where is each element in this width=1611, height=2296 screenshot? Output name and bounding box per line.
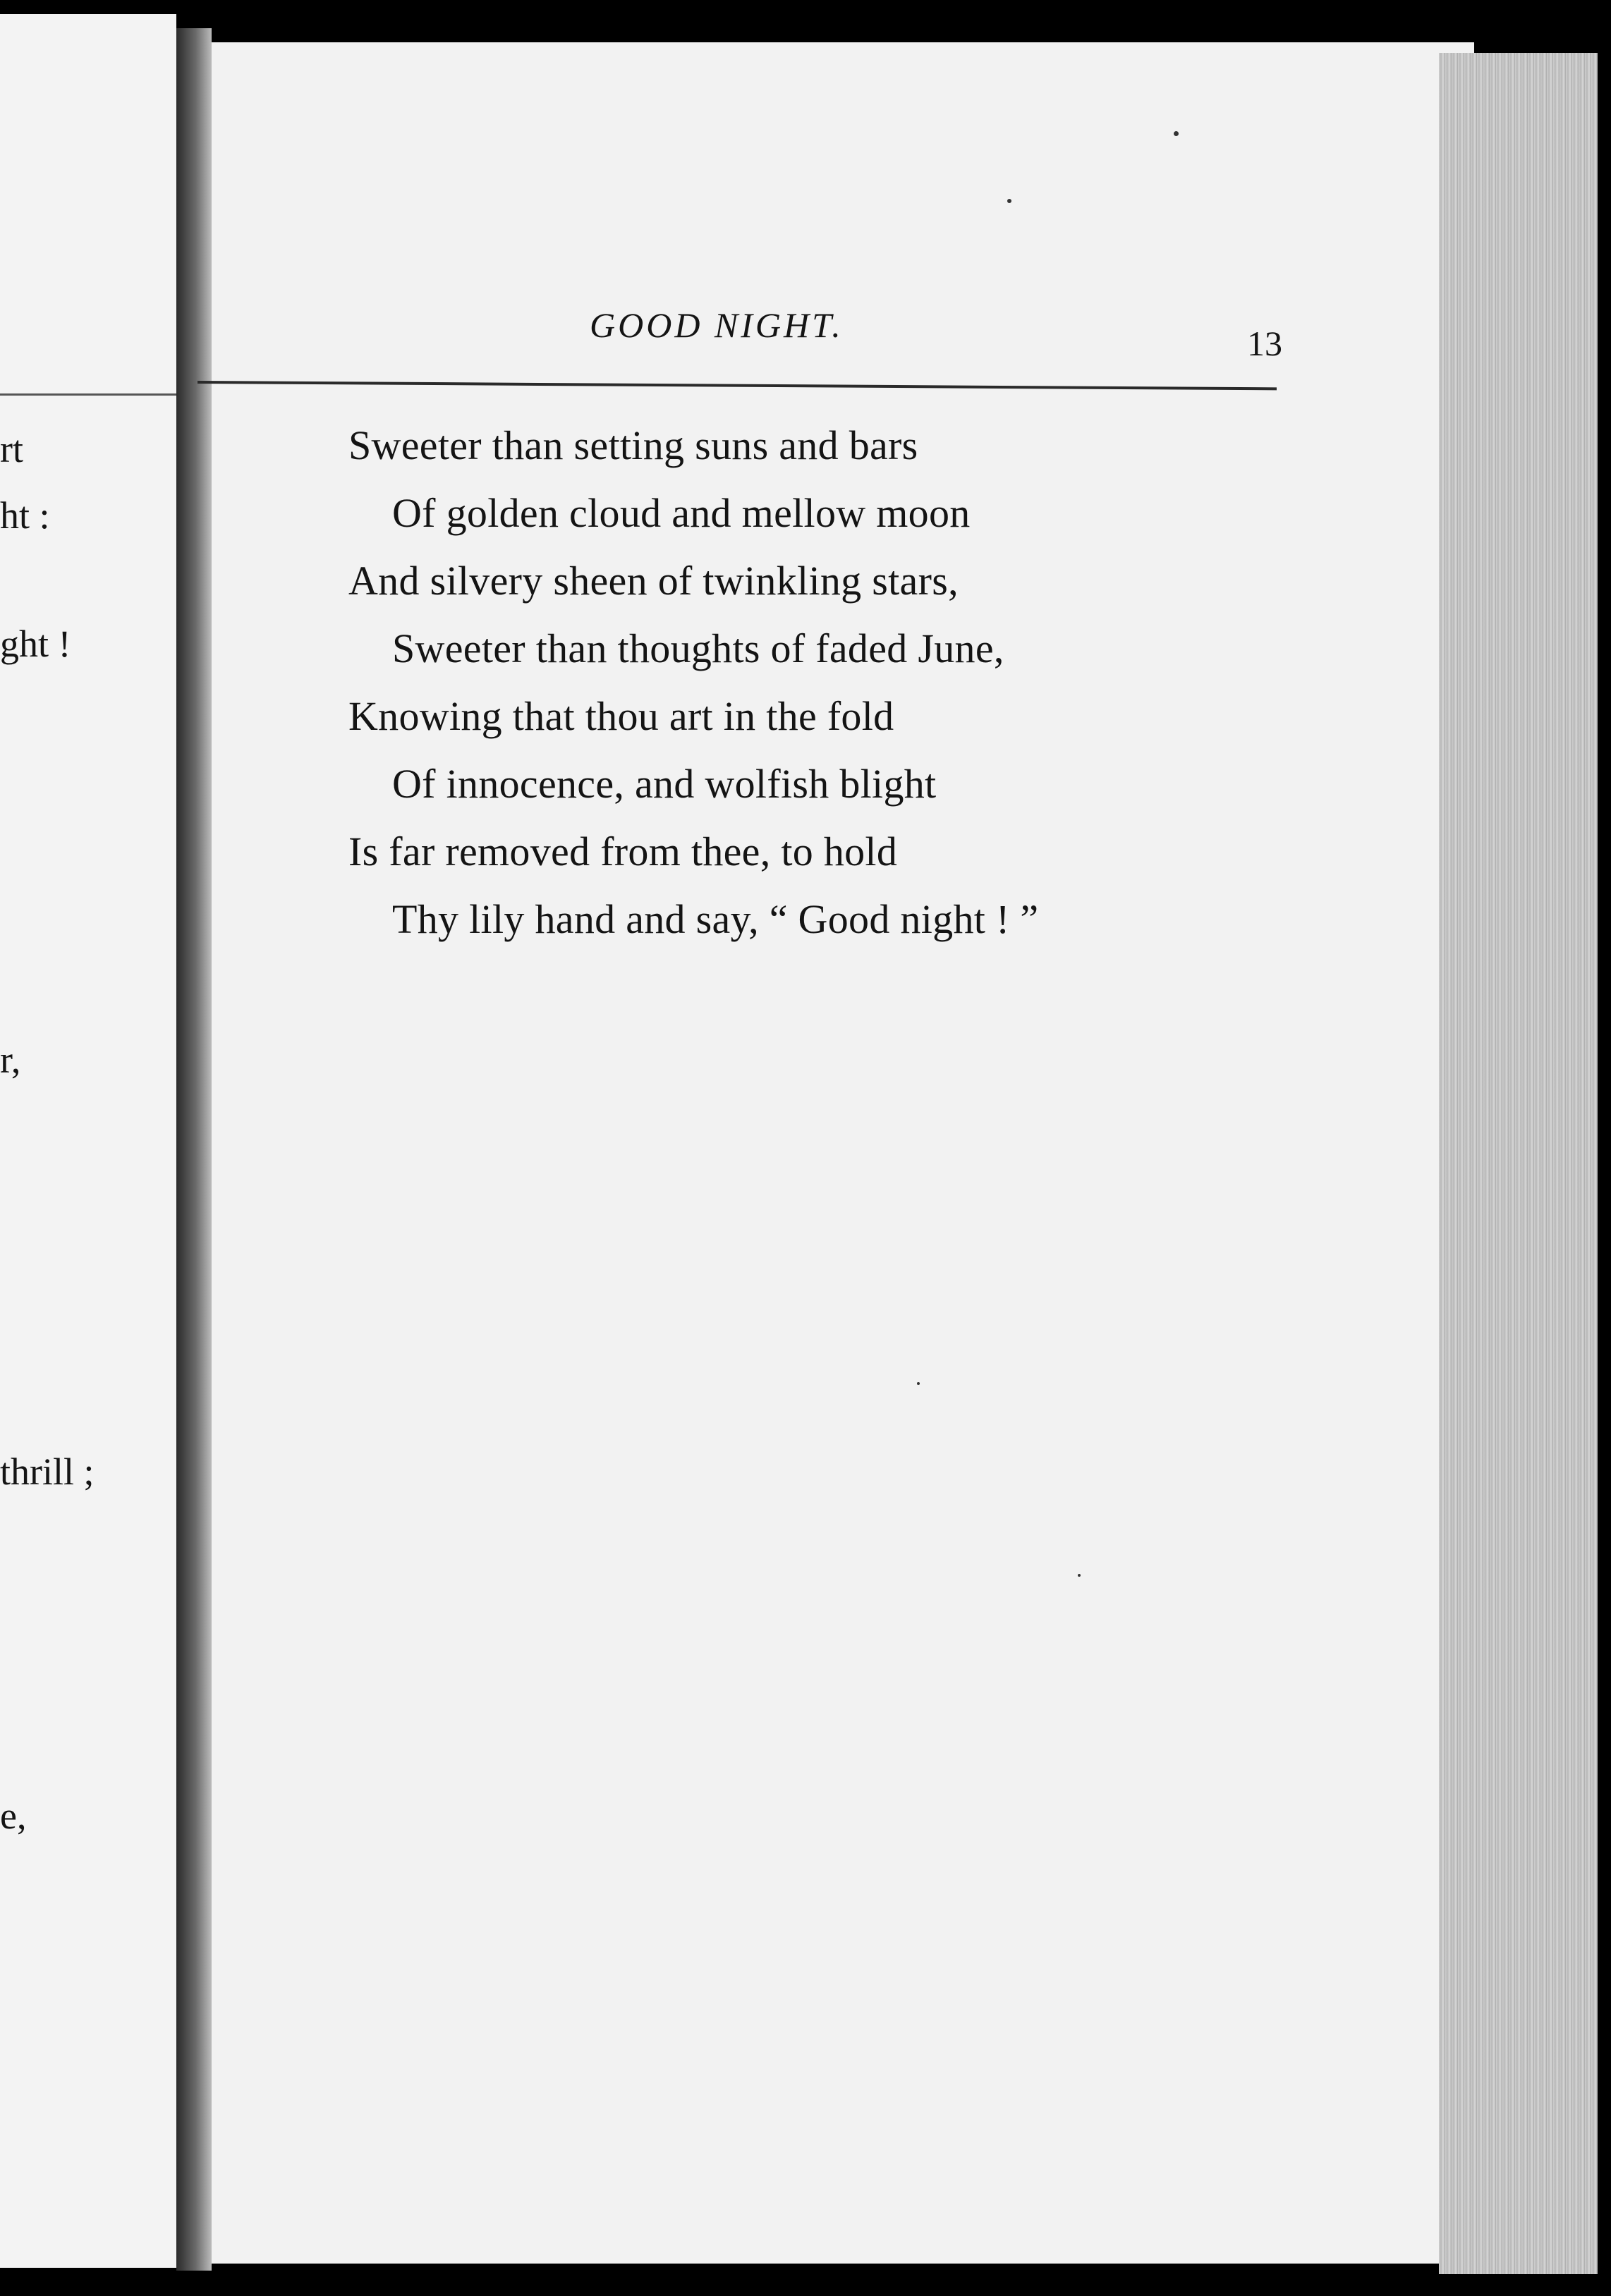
page-edges xyxy=(1439,53,1598,2274)
book-gutter xyxy=(176,28,212,2271)
running-head: GOOD NIGHT. xyxy=(590,305,844,345)
left-page-fragment: ght ! xyxy=(0,623,71,665)
left-page-fragment: rt xyxy=(0,428,23,470)
poem-line: Is far removed from thee, to hold xyxy=(348,829,898,874)
left-page-rule xyxy=(0,393,176,396)
poem-line: Sweeter than thoughts of faded June, xyxy=(392,625,1004,671)
right-page xyxy=(212,42,1474,2264)
left-page-fragment: r, xyxy=(0,1039,21,1081)
poem-line: Of innocence, and wolfish blight xyxy=(392,761,937,807)
paper-speck xyxy=(1174,131,1179,136)
poem-line: And silvery sheen of twinkling stars, xyxy=(348,558,959,604)
paper-speck xyxy=(917,1382,920,1385)
paper-speck xyxy=(1078,1574,1081,1577)
poem-line: Thy lily hand and say, “ Good night ! ” xyxy=(392,896,1039,942)
poem-stanza xyxy=(348,412,1371,953)
poem-line: Of golden cloud and mellow moon xyxy=(392,490,971,536)
left-facing-page xyxy=(0,14,176,2268)
poem-line: Knowing that thou art in the fold xyxy=(348,693,894,739)
poem-line: Sweeter than setting suns and bars xyxy=(348,422,918,468)
left-page-fragment: ht : xyxy=(0,494,50,537)
left-page-fragment: thrill ; xyxy=(0,1451,95,1493)
page-number: 13 xyxy=(1247,324,1282,363)
left-page-fragment: e, xyxy=(0,1795,27,1837)
paper-speck xyxy=(1007,199,1011,203)
